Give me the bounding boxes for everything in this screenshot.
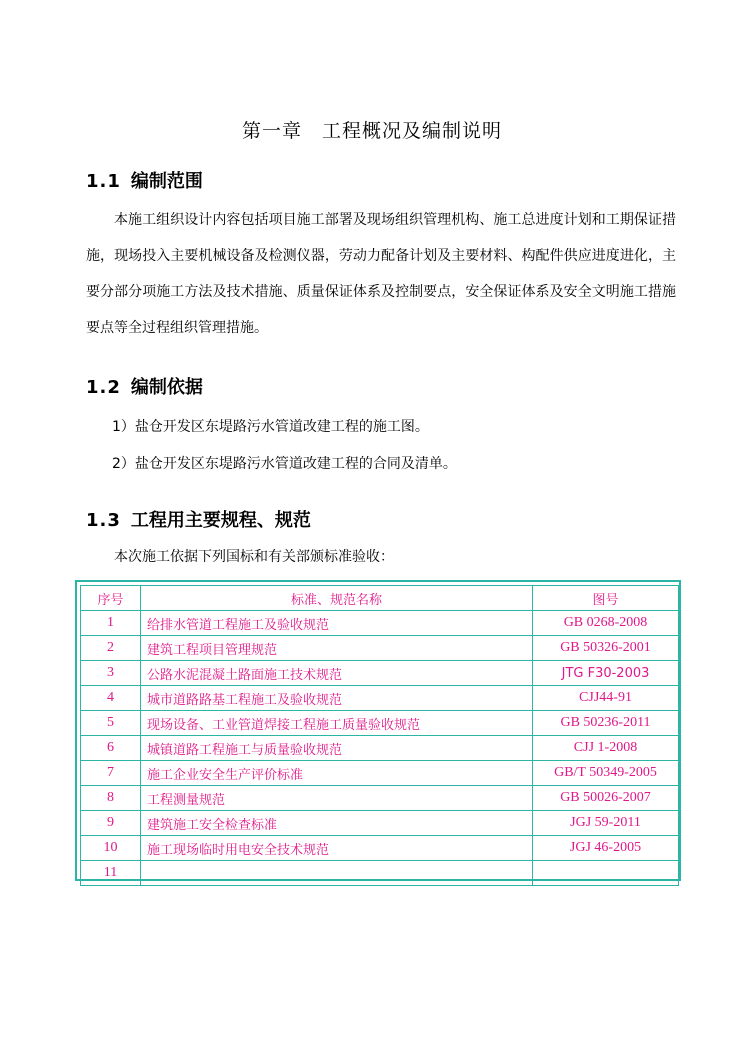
- row-standard-name: [141, 861, 533, 886]
- row-standard-code: JTG F30-2003: [533, 661, 679, 686]
- table-row: [81, 736, 679, 761]
- section-title: 编制范围: [130, 171, 203, 192]
- row-standard-name: 给排水管道工程施工及验收规范: [141, 611, 533, 636]
- row-standard-name: 现场设备、工业管道焊接工程施工质量验收规范: [141, 711, 533, 736]
- table-row: [81, 861, 679, 886]
- row-standard-name: 工程测量规范: [141, 786, 533, 811]
- section-number: 1.3: [86, 510, 121, 531]
- standards-table: [80, 585, 679, 886]
- row-index: 11: [81, 861, 141, 886]
- section-heading-1-2: [86, 373, 203, 399]
- standards-table-frame: [75, 580, 681, 881]
- row-index: 9: [81, 811, 141, 836]
- header-index: 序号: [81, 586, 141, 611]
- header-code: 图号: [533, 586, 679, 611]
- section-number: 1.2: [86, 377, 121, 398]
- basis-item-2: 2）盐仓开发区东堤路污水管道改建工程的合同及清单。: [112, 456, 457, 472]
- chapter-title: 第一章 工程概况及编制说明: [241, 120, 502, 142]
- table-row: [81, 711, 679, 736]
- section-title: 工程用主要规程、规范: [130, 510, 311, 531]
- row-index: 2: [81, 636, 141, 661]
- row-standard-code: JGJ 46-2005: [533, 836, 679, 861]
- header-name: 标准、规范名称: [141, 586, 533, 611]
- table-row: [81, 686, 679, 711]
- standards-intro: 本次施工依据下列国标和有关部颁标准验收：: [114, 549, 394, 565]
- row-standard-code: CJJ 1-2008: [533, 736, 679, 761]
- row-index: 3: [81, 661, 141, 686]
- row-standard-code: [533, 861, 679, 886]
- scope-paragraph: 本施工组织设计内容包括项目施工部署及现场组织管理机构、施工总进度计划和工期保证措施，现场投入主要机械设备及检测仪器，劳动力配备计划及主要材料、构配件供应进度进化，主要分部分项施工方法及技术措施、质量保证体系及控制要点，安全保证体系及安全文明施工措施要点等全过程组织管理措施。: [86, 212, 676, 336]
- table-row: [81, 836, 679, 861]
- table-row: [81, 786, 679, 811]
- row-standard-code: GB 50236-2011: [533, 711, 679, 736]
- section-heading-1-3: [86, 506, 311, 532]
- section-title: 编制依据: [130, 377, 203, 398]
- row-index: 10: [81, 836, 141, 861]
- table-row: [81, 611, 679, 636]
- table-row: [81, 761, 679, 786]
- row-standard-code: GB 0268-2008: [533, 611, 679, 636]
- row-standard-name: 公路水泥混凝土路面施工技术规范: [141, 661, 533, 686]
- row-standard-name: 城市道路路基工程施工及验收规范: [141, 686, 533, 711]
- row-standard-code: GB 50026-2007: [533, 786, 679, 811]
- row-index: 7: [81, 761, 141, 786]
- row-standard-code: JGJ 59-2011: [533, 811, 679, 836]
- row-standard-name: 施工现场临时用电安全技术规范: [141, 836, 533, 861]
- table-row: [81, 661, 679, 686]
- row-index: 8: [81, 786, 141, 811]
- table-header-row: [81, 586, 679, 611]
- row-index: 1: [81, 611, 141, 636]
- row-standard-name: 施工企业安全生产评价标准: [141, 761, 533, 786]
- row-standard-name: 建筑工程项目管理规范: [141, 636, 533, 661]
- section-number: 1.1: [86, 171, 121, 192]
- section-heading-1-1: [86, 167, 203, 193]
- row-standard-code: CJJ44-91: [533, 686, 679, 711]
- table-row: [81, 811, 679, 836]
- row-standard-name: 建筑施工安全检查标准: [141, 811, 533, 836]
- row-standard-name: 城镇道路工程施工与质量验收规范: [141, 736, 533, 761]
- table-row: [81, 636, 679, 661]
- row-standard-code: GB/T 50349-2005: [533, 761, 679, 786]
- row-index: 4: [81, 686, 141, 711]
- row-index: 5: [81, 711, 141, 736]
- basis-item-1: 1）盐仓开发区东堤路污水管道改建工程的施工图。: [112, 419, 429, 435]
- row-standard-code: GB 50326-2001: [533, 636, 679, 661]
- row-index: 6: [81, 736, 141, 761]
